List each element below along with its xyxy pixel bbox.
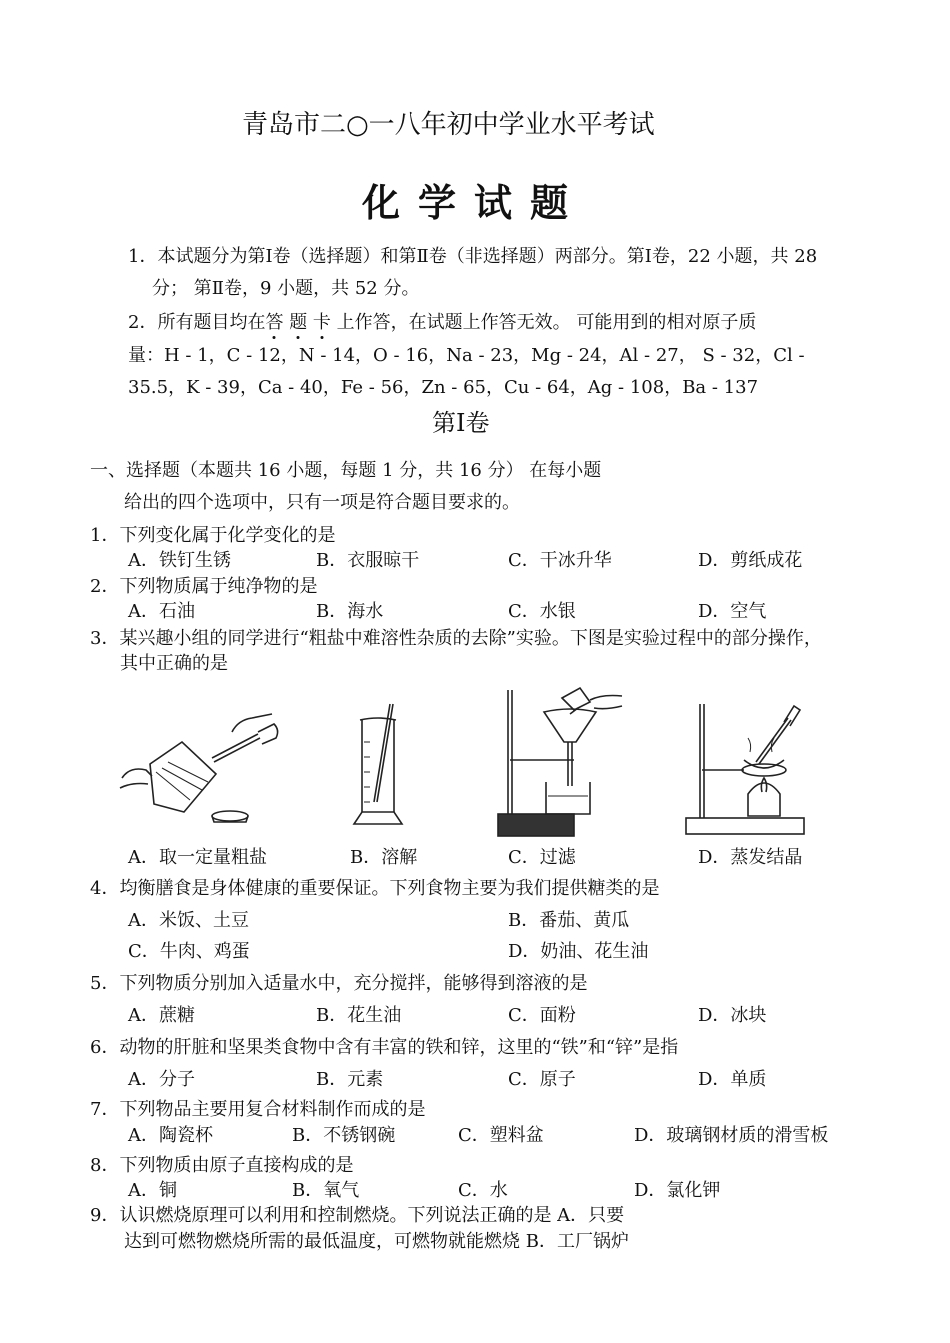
q4-stem: 4．均衡膳食是身体健康的重要保证。下列食物主要为我们提供糖类的是 [90, 878, 660, 899]
q3-option-c: C．过滤 [508, 847, 576, 868]
q6-option-a: A．分子 [128, 1069, 195, 1090]
q8-option-b: B．氧气 [292, 1180, 360, 1201]
q7-option-c: C．塑料盆 [458, 1125, 544, 1146]
note-1-line-2: 分； 第Ⅱ卷，9 小题，共 52 分。 [152, 278, 420, 299]
section-heading-line-1: 一、选择题（本题共 16 小题，每题 1 分，共 16 分） 在每小题 [90, 460, 602, 481]
note-2-prefix: 2．所有题目均在 [128, 312, 266, 333]
q6-option-d: D．单质 [698, 1069, 767, 1090]
figure-dissolve [350, 702, 410, 828]
q5-option-a: A．蔗糖 [128, 1005, 195, 1026]
q4-option-c: C．牛肉、鸡蛋 [128, 941, 250, 962]
q8-option-a: A．铜 [128, 1180, 177, 1201]
q7-option-d: D．玻璃钢材质的滑雪板 [634, 1125, 829, 1146]
q2-option-c: C．水银 [508, 601, 576, 622]
q9-line-2: 达到可燃物燃烧所需的最低温度，可燃物就能燃烧 B．工厂锅炉 [124, 1231, 629, 1252]
q3-option-b: B．溶解 [350, 847, 418, 868]
q5-stem: 5．下列物质分别加入适量水中，充分搅拌，能够得到溶液的是 [90, 973, 588, 994]
q5-option-d: D．冰块 [698, 1005, 767, 1026]
note-1-line-1: 1．本试题分为第Ⅰ卷（选择题）和第Ⅱ卷（非选择题）两部分。第Ⅰ卷，22 小题，共 28 [128, 246, 818, 267]
q3-option-a: A．取一定量粗盐 [128, 847, 267, 868]
figure-evaporation [684, 700, 812, 840]
q4-option-a: A．米饭、土豆 [128, 910, 249, 931]
q6-option-b: B．元素 [316, 1069, 384, 1090]
note-2-line-2: 量：H - 1，C - 12，N - 14，O - 16，Na - 23，Mg - 24，Al - 27， S - 32，Cl - [128, 345, 805, 366]
q8-option-d: D．氯化钾 [634, 1180, 721, 1201]
q2-option-a: A．石油 [128, 601, 195, 622]
q1-option-d: D．剪纸成花 [698, 550, 803, 571]
q7-stem: 7．下列物品主要用复合材料制作而成的是 [90, 1099, 426, 1120]
q3-option-d: D．蒸发结晶 [698, 847, 803, 868]
q3-stem-line-1: 3．某兴趣小组的同学进行“粗盐中难溶性杂质的去除”实验。下图是实验过程中的部分操作， [90, 628, 822, 649]
section-heading-line-2: 给出的四个选项中，只有一项是符合题目要求的。 [124, 492, 520, 513]
q8-option-c: C．水 [458, 1180, 508, 1201]
q2-stem: 2．下列物质属于纯净物的是 [90, 576, 318, 597]
q6-option-c: C．原子 [508, 1069, 576, 1090]
volume-title: 第Ⅰ卷 [432, 409, 490, 437]
q2-option-d: D．空气 [698, 601, 767, 622]
emphasis-char: 题 [289, 312, 308, 333]
figure-filtration [494, 686, 626, 842]
note-2-line-1 [128, 308, 756, 334]
q4-option-b: B．番茄、黄瓜 [508, 910, 630, 931]
subject-title: 化学试题 [362, 180, 587, 225]
q7-option-b: B．不锈钢碗 [292, 1125, 396, 1146]
emphasis-char: 卡 [312, 312, 331, 333]
q3-stem-line-2: 其中正确的是 [120, 653, 228, 674]
q6-stem: 6．动物的肝脏和坚果类食物中含有丰富的铁和锌，这里的“铁”和“锌”是指 [90, 1037, 679, 1058]
q5-option-b: B．花生油 [316, 1005, 402, 1026]
note-2-line-3: 35.5，K - 39，Ca - 40，Fe - 56，Zn - 65，Cu - 64，Ag - 108，Ba - 137 [128, 377, 759, 398]
q1-option-b: B．衣服晾干 [316, 550, 420, 571]
figure-take-salt [112, 712, 282, 828]
q5-option-c: C．面粉 [508, 1005, 576, 1026]
q8-stem: 8．下列物质由原子直接构成的是 [90, 1155, 354, 1176]
exam-title: 青岛市二○一八年初中学业水平考试 [242, 110, 655, 140]
q7-option-a: A．陶瓷杯 [128, 1125, 213, 1146]
q1-stem: 1．下列变化属于化学变化的是 [90, 525, 336, 546]
q1-option-c: C．干冰升华 [508, 550, 612, 571]
q2-option-b: B．海水 [316, 601, 384, 622]
q9-line-1: 9．认识燃烧原理可以利用和控制燃烧。下列说法正确的是 A．只要 [90, 1205, 625, 1226]
q4-option-d: D．奶油、花生油 [508, 941, 649, 962]
emphasis-char: 答 [265, 312, 284, 333]
note-2-suffix: 上作答，在试题上作答无效。 可能用到的相对原子质 [336, 312, 757, 333]
q1-option-a: A．铁钉生锈 [128, 550, 231, 571]
